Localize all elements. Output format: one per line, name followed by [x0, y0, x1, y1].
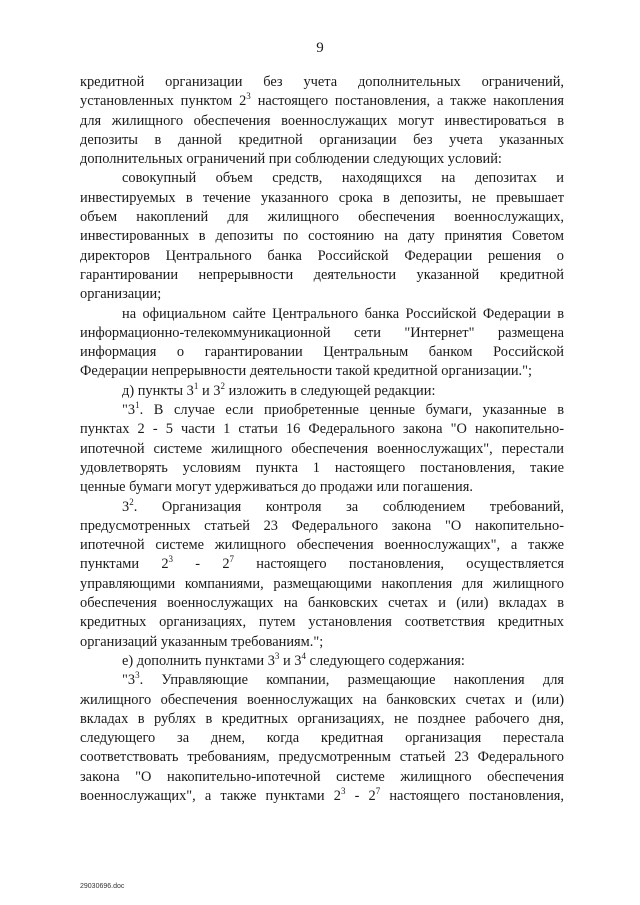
text-line: вкладах в рублях в кредитных организациях, не позднее рабочего дня,	[80, 710, 564, 727]
text-line: обеспечения военнослужащих на банковских счетах и (или) вкладах в	[80, 595, 564, 612]
text-line: директоров Центрального банка Российской Федерации решения о	[80, 247, 564, 264]
text-line: для жилищного обеспечения военнослужащих могут инвестироваться в	[80, 112, 564, 129]
text-line: организации;	[80, 286, 162, 303]
text-line: ипотечной системе жилищного обеспечения военнослужащих", а также	[80, 537, 564, 554]
text-line: установленных пунктом $2^3$ настоящего постановления, а также накопления	[80, 91, 564, 110]
text-line: инвестируемых в течение указанного срока в депозиты, не превышает	[80, 189, 564, 206]
text-line: на официальном сайте Центрального банка Российской Федерации в	[122, 305, 564, 322]
text-line: жилищного обеспечения военнослужащих на банковских счетах и (или)	[80, 691, 564, 708]
text-line: депозиты в данной кредитной организации без учета указанных	[80, 131, 564, 148]
text-line: удовлетворять условиям пункта 1 настоящего постановления, такие	[80, 459, 564, 476]
paragraph	[80, 305, 564, 382]
paragraph	[80, 498, 564, 652]
paragraph	[80, 652, 564, 671]
text-line: "$3^1$. В случае если приобретенные ценные бумаги, указанные в	[122, 400, 564, 419]
text-line: организаций указанным требованиям.";	[80, 633, 324, 650]
text-line: $3^2$. Организация контроля за соблюдением требований,	[122, 496, 564, 515]
text-line: пунктами $2^3 - 2^7$ настоящего постановления, осуществляется	[80, 554, 564, 573]
paragraph	[80, 671, 564, 806]
document-filename: 29030696.doc	[80, 883, 125, 890]
text-line: е) дополнить пунктами $3^3$ и $3^4$ следующего содержания:	[122, 650, 465, 669]
page-number: 9	[316, 40, 324, 56]
text-line: информационно-телекоммуникационной сети "Интернет" размещена	[80, 324, 564, 341]
text-line: пунктах 2 - 5 части 1 статьи 16 Федерального закона "О накопительно-	[80, 421, 564, 438]
text-line: управляющими компаниями, размещающими накопления для жилищного	[80, 575, 564, 592]
text-line: д) пункты $3^1$ и $3^2$ изложить в следующей редакции:	[122, 380, 436, 399]
text-line: дополнительных ограничений при соблюдении следующих условий:	[80, 151, 502, 168]
text-line: "$3^3$. Управляющие компании, размещающие накопления для	[122, 670, 564, 689]
paragraph	[80, 382, 564, 401]
text-line: соответствовать требованиям, предусмотренным статьей 23 Федерального	[80, 749, 564, 766]
text-line: объем накоплений для жилищного обеспечения военнослужащих,	[80, 209, 564, 226]
text-line: гарантировании непрерывности деятельности указанной кредитной	[80, 266, 564, 283]
text-line: предусмотренных статьей 23 Федерального закона "О накопительно-	[80, 517, 564, 534]
paragraph	[80, 169, 564, 304]
paragraph	[80, 73, 564, 169]
paragraph	[80, 401, 564, 497]
text-line: совокупный объем средств, находящихся на депозитах и	[122, 170, 564, 187]
text-line: следующего за днем, когда кредитная организация перестала	[80, 730, 564, 747]
text-line: кредитных организациях, путем установления соответствия кредитных	[80, 614, 564, 631]
text-line: кредитной организации без учета дополнительных ограничений,	[80, 74, 564, 90]
text-line: Федерации непрерывности деятельности такой кредитной организации.";	[80, 363, 533, 380]
text-line: инвестированных в депозиты по состоянию на дату принятия Советом	[80, 228, 564, 245]
text-line: закона "О накопительно-ипотечной системе жилищного обеспечения	[80, 768, 564, 785]
text-line: ипотечной системе жилищного обеспечения военнослужащих", перестали	[80, 440, 564, 457]
text-line: военнослужащих", а также пунктами $2^3 - 2^7$ настоящего постановления,	[80, 785, 565, 804]
document-body	[80, 73, 564, 806]
text-line: информация о гарантировании Центральным банком Российской	[80, 344, 564, 361]
text-line: ценные бумаги могут удерживаться до продажи или погашения.	[80, 479, 473, 496]
